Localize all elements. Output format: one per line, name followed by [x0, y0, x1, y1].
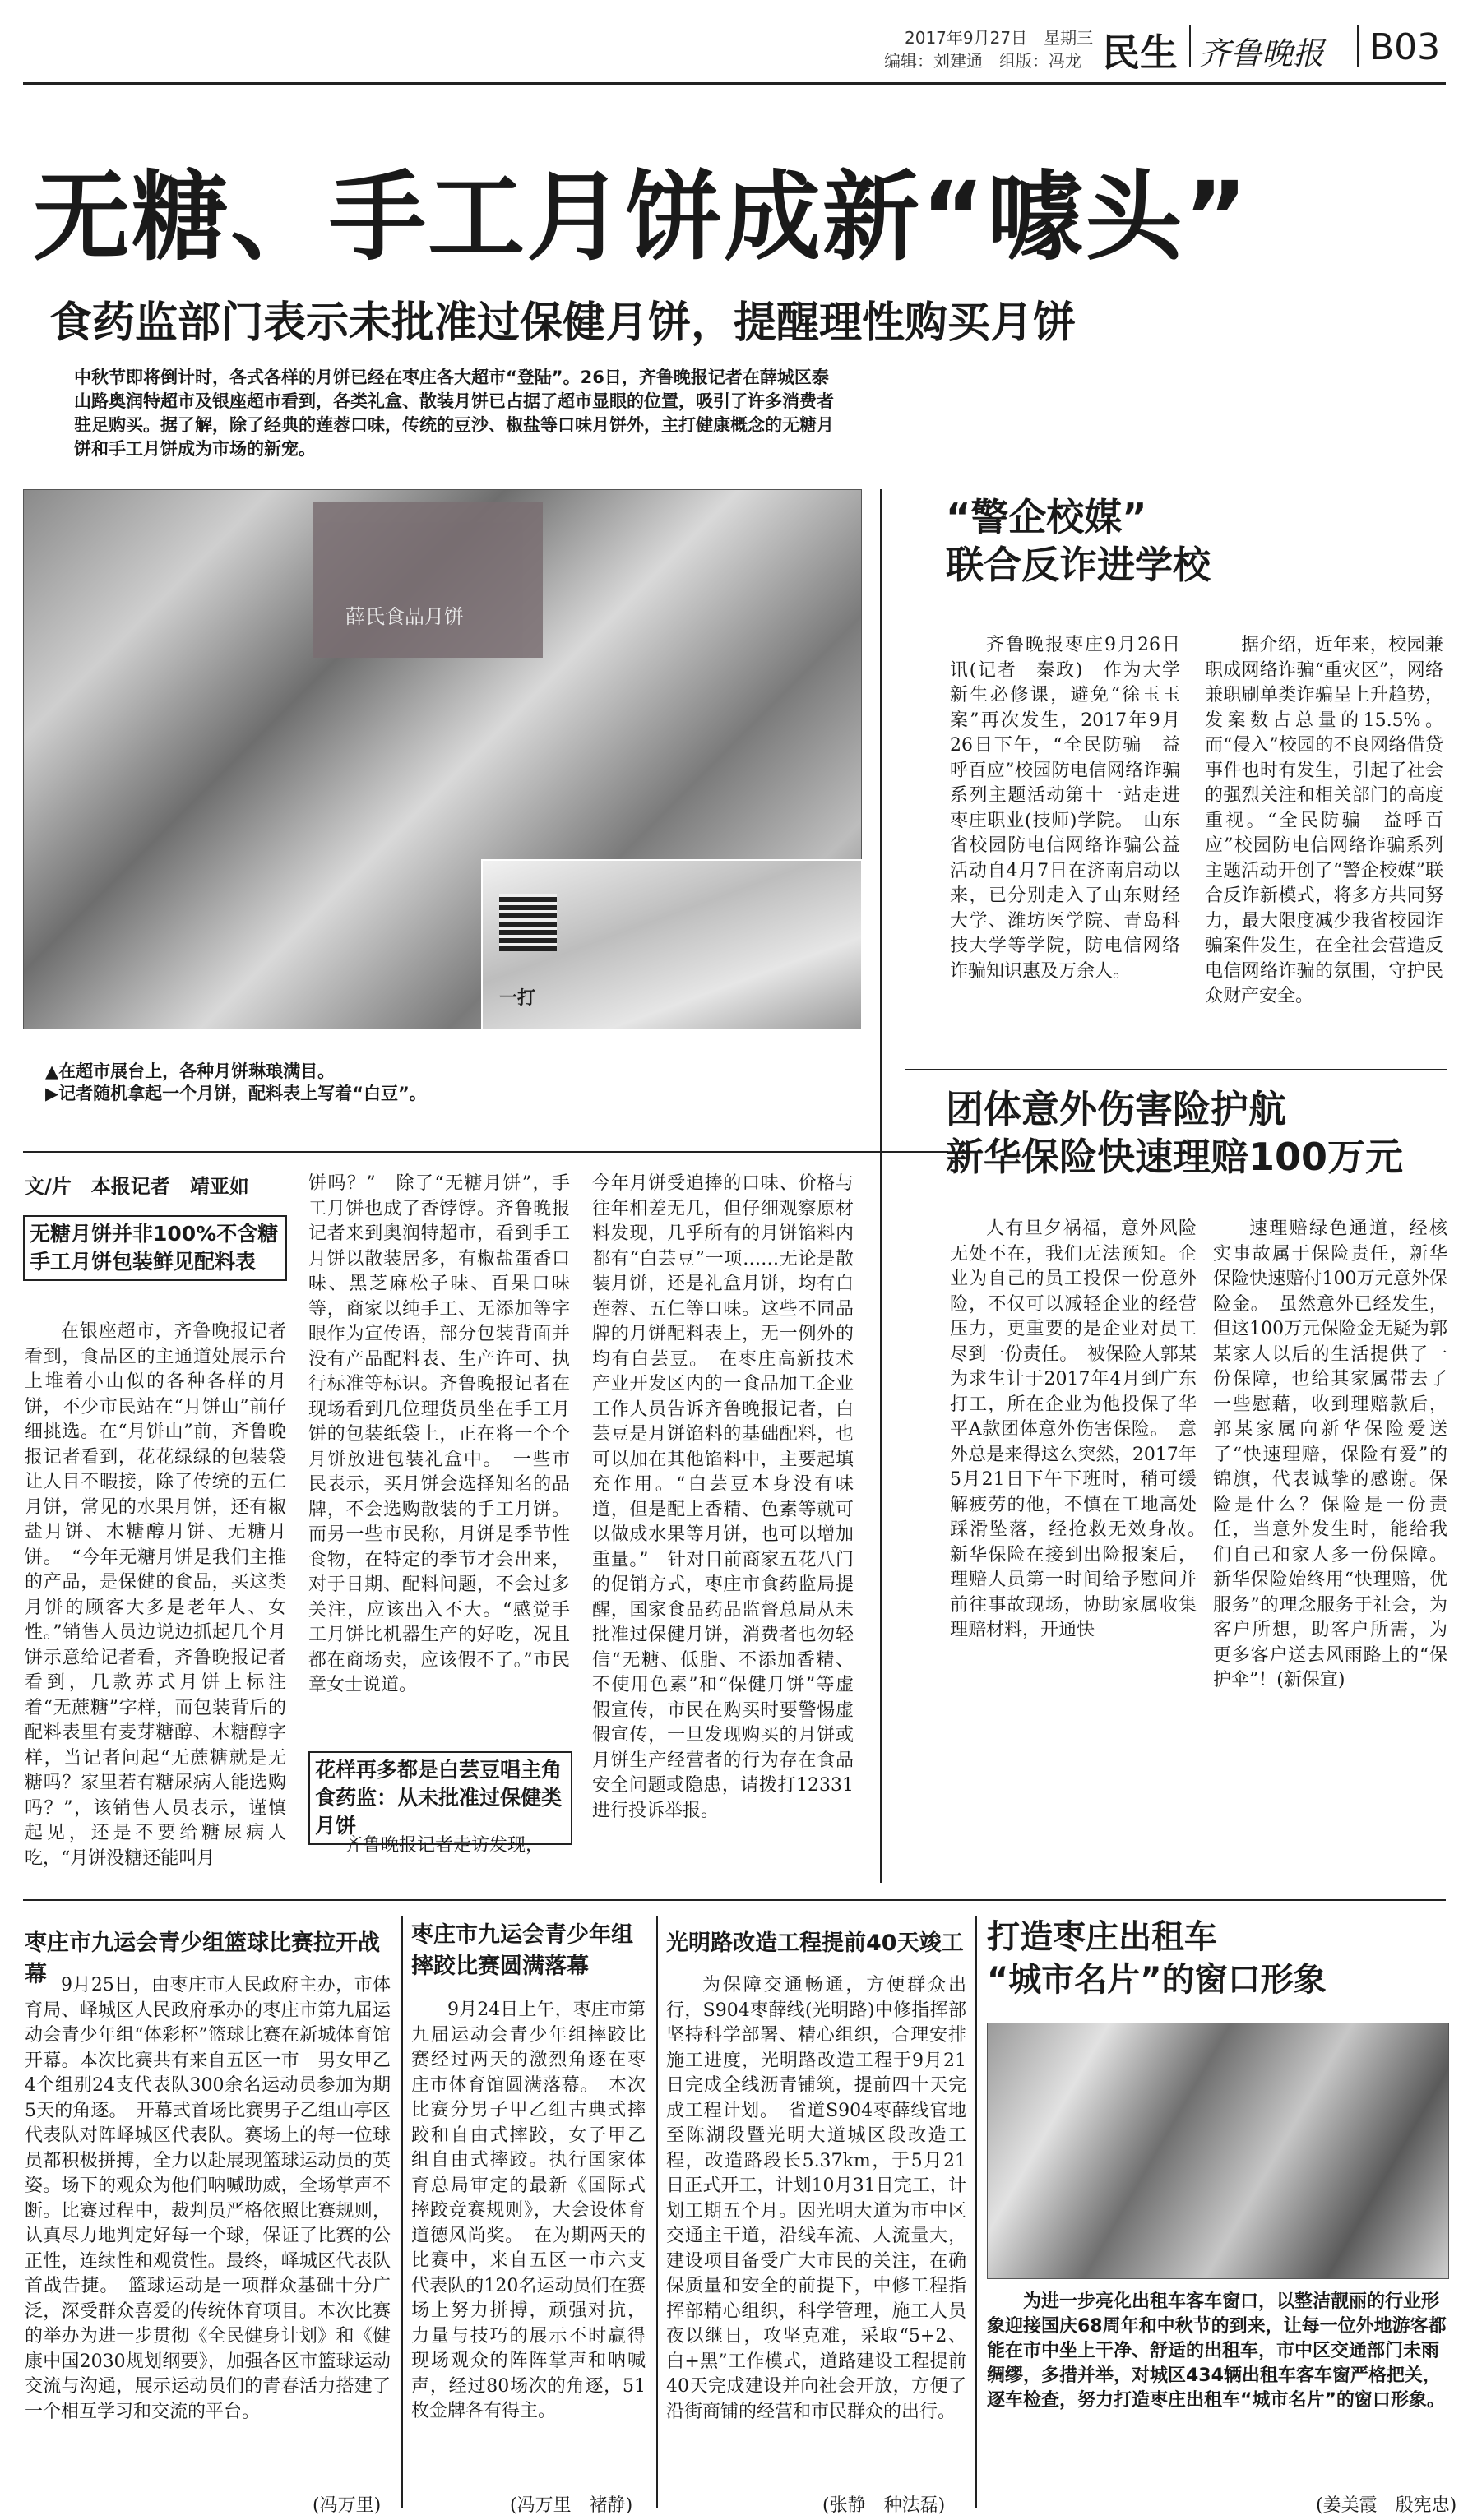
- photo-caption: [45, 1061, 835, 1105]
- header-divider: [1189, 25, 1191, 67]
- issue-date: 2017年9月27日 星期三: [905, 28, 1094, 48]
- section-rule: [905, 1069, 1447, 1070]
- insurance-col-1: 人有旦夕祸福，意外风险无处不在，我们无法预知。企业为自己的员工投保一份意外险，不仅可以减轻企业的经营压力，更重要的是企业对员工尽到一份责任。 被保险人郭某为求生计于2017年4月到广东打工，所在企业为他投保了华平A款团体意外伤害保险。 意外总是来得这么突然，2017年5月21日下午下班时，稍可缓解疲劳的他，不慎在工地高处踩滑坠落，经抢救无效身故。 新华保险在接到出险报案后，理赔人员第一时间给予慰问并前往事故现场，协助家属收集理赔材料，开通快: [950, 1218, 1216, 1640]
- main-lead: 中秋节即将倒计时，各式各样的月饼已经在枣庄各大超市“登陆”。26日，齐鲁晚报记者在薛城区泰山路奥润特超市及银座超市看到，各类礼盒、散装月饼已占据了超市显眼的位置，吸引了许多消费者驻足购买。据了解，除了经典的莲蓉口味，传统的豆沙、椒盐等口味月饼外，主打健康概念的无糖月饼和手工月饼成为市场的新宠。: [74, 368, 834, 459]
- basketball-body: 9月25日，由枣庄市人民政府主办，市体育局、峄城区人民政府承办的枣庄市第九届运动会青少年组“体彩杯”篮球比赛在新城体育馆开幕。本次比赛共有来自五区一市 男女甲乙4个组别24支代表队300余名运动员参加为期5天的角逐。 开幕式首场比赛男子乙组山亭区代表队对阵峄城区代表队。赛场上的每一位球员都积极拼搏，全力以赴展现篮球运动员的英姿。场下的观众为他们呐喊助威，全场掌声不断。比赛过程中，裁判员严格依照比赛规则，认真尽力地判定好每一个球，保证了比赛的公正性，连续性和观赏性。最终，峄城区代表队首战告捷。 篮球运动是一项群众基础十分广泛，深受群众喜爱的传统体育项目。本次比赛的举办为进一步贯彻《全民健身计划》和《健康中国2030规划纲要》，加强各区市篮球运动交流与沟通，展示运动员们的青春活力搭建了一个相互学习和交流的平台。: [25, 1975, 391, 2422]
- wrestling-title: 枣庄市九运会青少年组摔跤比赛圆满落幕: [411, 1922, 633, 1979]
- newspaper-logo: 齐鲁晚报: [1199, 35, 1325, 72]
- caption-line-1: ▲在超市展台上，各种月饼琳琅满目。: [45, 1061, 336, 1081]
- page-number: B03: [1369, 26, 1441, 68]
- main-headline: 无糖、手工月饼成新“噱头”: [33, 160, 1250, 274]
- main-col-2: 饼吗？” 除了“无糖月饼”，手工月饼也成了香饽饽。齐鲁晚报记者来到奥润特超市，看到手工月饼以散装居多，有椒盐蛋香口味、黑芝麻松子味、百果口味等，商家以纯手工、无添加等字眼作为宣传语，部分包装背面并没有产品配料表、生产许可、执行标准等标识。齐鲁晚报记者在现场看到几位理货员坐在手工月饼的包装纸袋上，正在将一个个月饼放进包装礼盒中。 一些市民表示，买月饼会选择知名的品牌，不会选购散装的手工月饼。而另一些市民称，月饼是季节性食物，在特定的季节才会出来，对于日期、配料问题，不会过多关注，应该出入不大。“感觉手工月饼比机器生产的好吃，况且都在商场卖，应该假不了。”市民章女士说道。: [308, 1173, 570, 1695]
- column-divider: [880, 489, 882, 1883]
- fraud-col-2: 据介绍，近年来，校园兼职成网络诈骗“重灾区”，网络兼职刷单类诈骗呈上升趋势，发案数占总量的15.5%。而“侵入”校园的不良网络借贷事件也时有发生，引起了社会的强烈关注和相关部门的高度重视。“全民防骗 益呼百应”校园防电信网络诈骗系列主题活动开创了“警企校媒”联合反诈新模式，将多方共同努力，最大限度减少我省校园诈骗案件发生，在全社会营造反电信网络诈骗的氛围，守护民众财产安全。: [1205, 635, 1443, 1006]
- inset-ingredient-photo: [481, 859, 863, 1031]
- taxi-credit: (姜美霞 殷宪忠): [1316, 2495, 1457, 2516]
- caption-line-2: ▶记者随机拿起一个月饼，配料表上写着“白豆”。: [45, 1084, 427, 1103]
- taxi-caption: 为进一步亮化出租车客车窗口，以整洁靓丽的行业形象迎接国庆68周年和中秋节的到来，让每一位外地游客都能在市中坐上干净、舒适的出租车，市中区交通部门未雨绸缪，多措并举，对城区434辆出租车客车窗严格把关，逐车检查，努力打造枣庄出租车“城市名片”的窗口形象。: [987, 2291, 1447, 2411]
- road-credit: (张静 种法磊): [822, 2495, 946, 2516]
- gift-box-label: 薛氏食品月饼: [345, 605, 464, 628]
- main-col-1: 在银座超市，齐鲁晚报记者看到，食品区的主通道处展示台上堆着小山似的各种各样的月饼，不少市民站在“月饼山”前仔细挑选。在“月饼山”前，齐鲁晚报记者看到，花花绿绿的包装袋让人目不暇接，除了传统的五仁月饼，常见的水果月饼，还有椒盐月饼、木糖醇月饼、无糖月饼。 “今年无糖月饼是我们主推的产品，是保健的食品，买这类月饼的顾客大多是老年人、女性。”销售人员边说边抓起几个月饼示意给记者看，齐鲁晚报记者看到，几款苏式月饼上标注着“无蔗糖”字样，而包装背后的配料表里有麦芽糖醇、木糖醇字样，当记者问起“无蔗糖就是无糖吗？家里若有糖尿病人能选购吗？”，该销售人员表示，谨慎起见，还是不要给糖尿病人吃，“月饼没糖还能叫月: [25, 1321, 286, 1869]
- column-divider: [975, 1916, 977, 2508]
- taxi-photo: [987, 2023, 1449, 2279]
- insurance-title: 团体意外伤害险护航 新华保险快速理赔100万元: [946, 1087, 1404, 1179]
- header-divider: [1357, 25, 1359, 67]
- subhead-box-2: 花样再多都是白芸豆唱主角 食药监：从未批准过保健类月饼: [308, 1751, 572, 1845]
- road-title: 光明路改造工程提前40天竣工: [666, 1930, 964, 1956]
- road-body: 为保障交通畅通，方便群众出行，S904枣薛线(光明路)中修指挥部坚持科学部署、精心组织，合理安排施工进度，光明路改造工程于9月21日完成全线沥青铺筑，提前四十天完成工程计划。 省道S904枣薛线官地至陈湖段暨光明大道城区段改造工程，改造路段长5.37km，于5月21日正式开工，计划10月31日完工，计划工期五个月。因光明大道为市中区交通主干道，沿线车流、人流量大，建设项目备受广大市民的关注，在确保质量和安全的前提下，中修工程指挥部精心组织，科学管理，施工人员夜以继日，攻坚克难，采取“5+2、白+黑”工作模式，道路建设工程提前40天完成建设并向社会开放，方便了沿街商铺的经营和市民群众的出行。: [666, 1975, 966, 2422]
- inset-label: 一打: [499, 988, 536, 1009]
- mooncake-gift-box: [313, 502, 543, 658]
- fraud-title: “警企校媒” 联合反诈进学校: [946, 495, 1211, 587]
- qr-code-icon: [499, 894, 557, 951]
- section-name: 民生: [1102, 30, 1178, 75]
- main-subhead: 食药监部门表示未批准过保健月饼，提醒理性购买月饼: [49, 298, 1077, 348]
- wrestling-body: 9月24日上午，枣庄市第九届运动会青少年组摔跤比赛经过两天的激烈角逐在枣庄市体育馆圆满落幕。 本次比赛分男子甲乙组古典式摔跤和自由式摔跤，女子甲乙组自由式摔跤。执行国家体育总局审定的最新《国际式摔跤竞赛规则》，大会设体育道德风尚奖。 在为期两天的比赛中，来自五区一市六支代表队的120名运动员们在赛场上努力拼搏，顽强对抗，力量与技巧的展示不时赢得现场观众的阵阵掌声和呐喊声，经过80场次的角逐，51枚金牌各有得主。: [411, 2000, 646, 2421]
- column-divider: [656, 1916, 658, 2508]
- fraud-col-1: 齐鲁晚报枣庄9月26日讯(记者 秦政) 作为大学新生必修课，避免“徐玉玉案”再次发生，2017年9月26日下午，“全民防骗 益呼百应”校园防电信网络诈骗系列主题活动第十一站走进枣庄职业(技师)学院。 山东省校园防电信网络诈骗公益活动自4月7日在济南启动以来，已分别走入了山东财经大学、潍坊医学院、青岛科技大学等学院，防电信网络诈骗知识惠及万余人。: [950, 635, 1180, 982]
- column-divider: [401, 1916, 403, 2508]
- insurance-col-2: 速理赔绿色通道，经核实事故属于保险责任，新华保险快速赔付100万元意外保险金。 虽然意外已经发生，但这100万元保险金无疑为郭某家人以后的生活提供了一份保障，也给其家属带去了一些慰藉，收到理赔款后，郭某家属向新华保险爱送了“快速理赔，保险有爱”的锦旗，代表诚挚的感谢。保险是什么？保险是一份责任，当意外发生时，能给我们自己和家人多一份保障。新华保险始终用“快理赔，优服务”的理念服务于社会，为客户所想，助客户所需，为更多客户送去风雨路上的“保护伞”！(新保宣): [1213, 1218, 1447, 1690]
- header-rule: [23, 82, 1446, 85]
- taxi-title: 打造枣庄出租车 “城市名片”的窗口形象: [987, 1918, 1327, 1999]
- wrestling-credit: (冯万里 褚静): [510, 2495, 633, 2516]
- main-col-3: 今年月饼受追捧的口味、价格与往年相差无几，但仔细观察原材料发现，几乎所有的月饼馅料内都有“白芸豆”一项……无论是散装月饼，还是礼盒月饼，均有白莲蓉、五仁等口味。这些不同品牌的月饼配料表上，无一例外的均有白芸豆。 在枣庄高新技术产业开发区内的一食品加工企业工作人员告诉齐鲁晚报记者，白芸豆是月饼馅料的基础配料，也可以加在其他馅料中，主要起填充作用。“白芸豆本身没有味道，但是配上香精、色素等就可以做成水果等月饼，也可以增加重量。” 针对目前商家五花八门的促销方式，枣庄市食药监局提醒，国家食品药品监督总局从未批准过保健月饼，消费者也勿轻信“无糖、低脂、不添加香精、不使用色素”和“保健月饼”等虚假宣传，市民在购买时要警惕虚假宣传，一旦发现购买的月饼或月饼生产经营者的行为存在食品安全问题或隐患，请拨打12331进行投诉举报。: [592, 1173, 854, 1821]
- section-rule: [23, 1151, 948, 1153]
- basketball-title: 枣庄市九运会青少组篮球比赛拉开战幕: [25, 1930, 380, 1987]
- bottom-section-rule: [23, 1899, 1446, 1901]
- main-col-2b: 齐鲁晚报记者走访发现，: [345, 1835, 544, 1856]
- byline: 文/片 本报记者 靖亚如: [25, 1175, 249, 1198]
- editor-credit: 编辑：刘建通 组版：冯龙: [884, 51, 1081, 71]
- subhead-box-1: 无糖月饼并非100%不含糖 手工月饼包装鲜见配料表: [23, 1215, 287, 1281]
- basketball-credit: (冯万里): [313, 2495, 382, 2516]
